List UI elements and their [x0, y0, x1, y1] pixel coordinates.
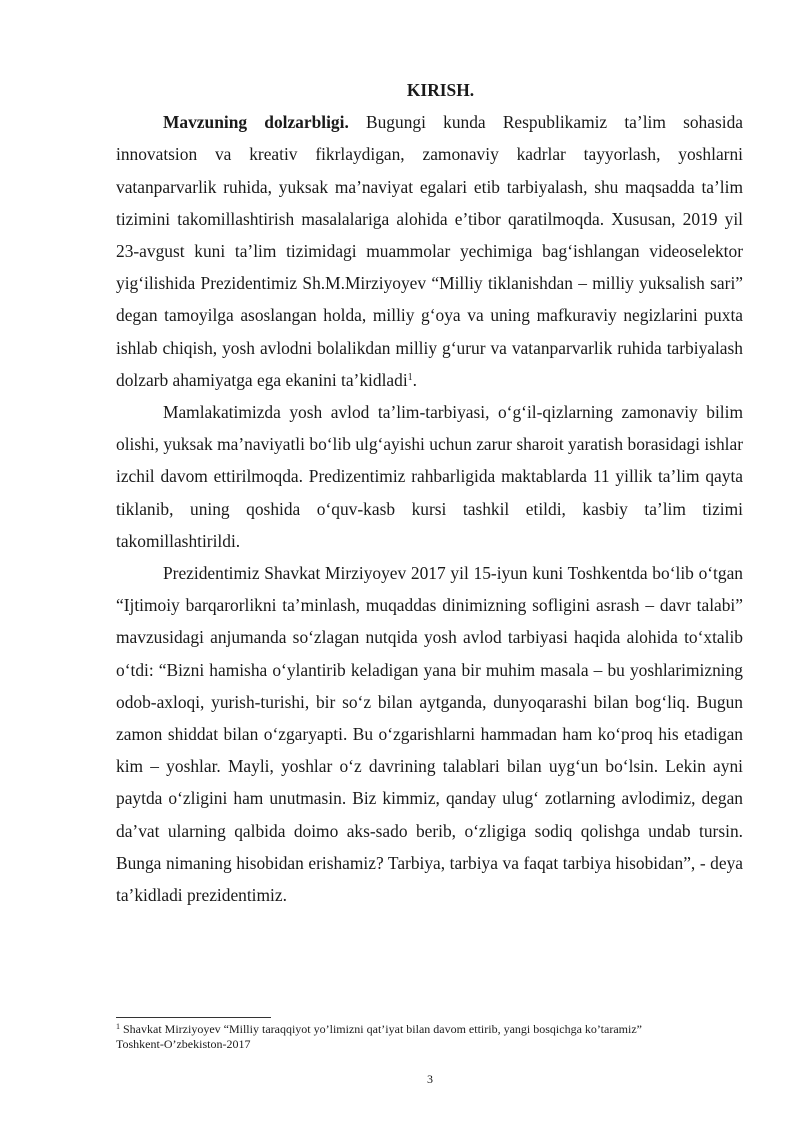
- page-number: 3: [427, 1072, 433, 1086]
- paragraph-relevance: [116, 106, 743, 396]
- footnote-reference[interactable]: 1: [407, 371, 413, 383]
- paragraph-speech: Prezidentimiz Shavkat Mirziyoyev 2017 yil 15-iyun kuni Toshkentda bo‘lib o‘tgan “Ijtimoiy barqarorlikni ta’minlash, muqaddas dinimizning sofligini asrash – davr talabi” mavzusidagi anjumanda so‘zlagan nutqida yosh avlod tarbiyasi haqida alohida to‘xtalib o‘tdi: “Bizni hamisha o‘ylantirib keladigan yana bir muhim masala – bu yoshlarimizning odob-axloqi, yurish-turishi, bir so‘z bilan aytganda, dunyoqarashi bilan bog‘liq. Bugun zamon shiddat bilan o‘zgaryapti. Bu o‘zgarishlarni hammadan ham ko‘proq his etadigan kim – yoshlar. Mayli, yoshlar o‘z davrining talablari bilan uyg‘un bo‘lsin. Lekin ayni paytda o‘zligini ham unutmasin. Biz kimmiz, qanday ulug‘ zotlarning avlodimiz, degan da’vat ularning qalbida doimo aks-sado berib, o‘zligiga sodiq qolishga undab tursin. Bunga nimaning hisobidan erishamiz? Tarbiya, tarbiya va faqat tarbiya hisobidan”, - deya ta’kidladi prezidentimiz.: [116, 563, 743, 906]
- footnote: [116, 1022, 743, 1052]
- footnote-number: 1: [116, 1022, 120, 1031]
- footnote-divider: [116, 1017, 271, 1018]
- footnote-line-2: Toshkent-O’zbekiston-2017: [116, 1037, 251, 1051]
- main-text: [116, 74, 743, 911]
- paragraph-text: Bugungi kunda Respublikamiz ta’lim sohasida innovatsion va kreativ fikrlaydigan, zamonaviy kadrlar tayyorlash, yoshlarni vatanparvarlik ruhida, yuksak ma’naviyat egalari etib tarbiyalash, shu maqsadda ta’lim tizimini takomillashtirish masalalariga alohida e’tibor qaratilmoqda. Xususan, 2019 yil 23-avgust kuni ta’lim tizimidagi muammolar yechimiga bag‘ishlangan videoselektor yig‘ilishida Prezidentimiz Sh.M.Mirziyoyev “Milliy tiklanishdan – milliy yuksalish sari” degan tamoyilga asoslangan holda, milliy g‘oya va uning mafkuraviy negizlarini puxta ishlab chiqish, yosh avlodni bolalikdan milliy g‘urur va vatanparvarlik ruhida tarbiyalash dolzarb ahamiyatga ega ekanini ta’kidladi: [116, 112, 743, 390]
- paragraph-education: Mamlakatimizda yosh avlod ta’lim-tarbiyasi, o‘g‘il-qizlarning zamonaviy bilim olishi, yuksak ma’naviyatli bo‘lib ulg‘ayishi uchun zarur sharoit yaratish borasidagi ishlar izchil davom ettirilmoqda. Predizentimiz rahbarligida maktablarda 11 yillik ta’lim qayta tiklanib, uning qoshida o‘quv-kasb kursi tashkil etildi, kasbiy ta’lim tizimi takomillashtirildi.: [116, 402, 743, 551]
- paragraph-lead: Mavzuning dolzarbligi.: [163, 112, 349, 133]
- paragraph-tail: .: [412, 369, 418, 390]
- footnote-line-1: Shavkat Mirziyoyev “Milliy taraqqiyot yo’limizni qat’iyat bilan davom ettirib, yangi bosqichga ko’taramiz”: [123, 1022, 642, 1036]
- page-title: KIRISH.: [406, 80, 475, 100]
